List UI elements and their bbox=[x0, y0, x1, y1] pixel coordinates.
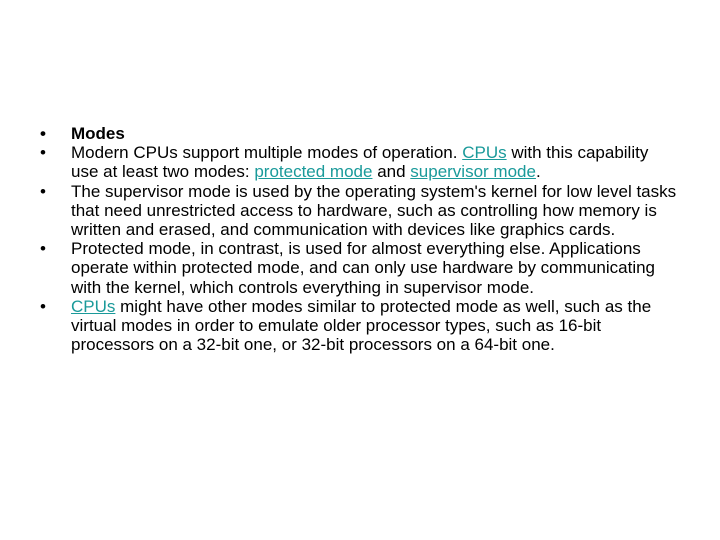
bullet-text: The supervisor mode is used by the operating system's kernel for low level tasks that need unrestricted access to hardware, such as controlling how memory is written and erased, and communication with devices like graphics cards. bbox=[71, 181, 677, 240]
bullet-dot: • bbox=[40, 181, 46, 201]
bullet-dot: • bbox=[40, 124, 46, 143]
cpus-link[interactable]: CPUs bbox=[71, 296, 116, 316]
bullet-text: with this capability use at least two modes: bbox=[71, 143, 649, 182]
bullet-dot: • bbox=[40, 143, 46, 163]
cpus-link[interactable]: CPUs bbox=[462, 143, 507, 163]
bullet-list bbox=[40, 124, 680, 354]
bullet-dot: • bbox=[40, 296, 46, 316]
bullet-item bbox=[40, 182, 680, 240]
bullet-text: and bbox=[372, 162, 411, 182]
heading-text: Modes bbox=[71, 124, 125, 143]
supervisor-mode-link[interactable]: supervisor mode bbox=[410, 162, 536, 182]
bullet-text: Protected mode, in contrast, is used for almost everything else. Applications operate within protected mode, and can only use hardware by communicating with the kernel, which controls everything in supervisor mode. bbox=[71, 239, 656, 297]
bullet-item bbox=[40, 143, 680, 181]
bullet-text: . bbox=[535, 162, 541, 182]
bullet-text: Modern CPUs support multiple modes of operation. bbox=[71, 143, 463, 163]
bullet-item bbox=[40, 297, 680, 355]
bullet-item-heading bbox=[40, 124, 680, 143]
bullet-text: might have other modes similar to protected mode as well, such as the virtual modes in order to emulate older processor types, such as 16-bit processors on a 32-bit one, or 32-bit processors on a 64-bit one. bbox=[71, 296, 652, 355]
protected-mode-link[interactable]: protected mode bbox=[254, 162, 373, 182]
bullet-dot: • bbox=[40, 239, 46, 259]
bullet-item bbox=[40, 239, 680, 297]
